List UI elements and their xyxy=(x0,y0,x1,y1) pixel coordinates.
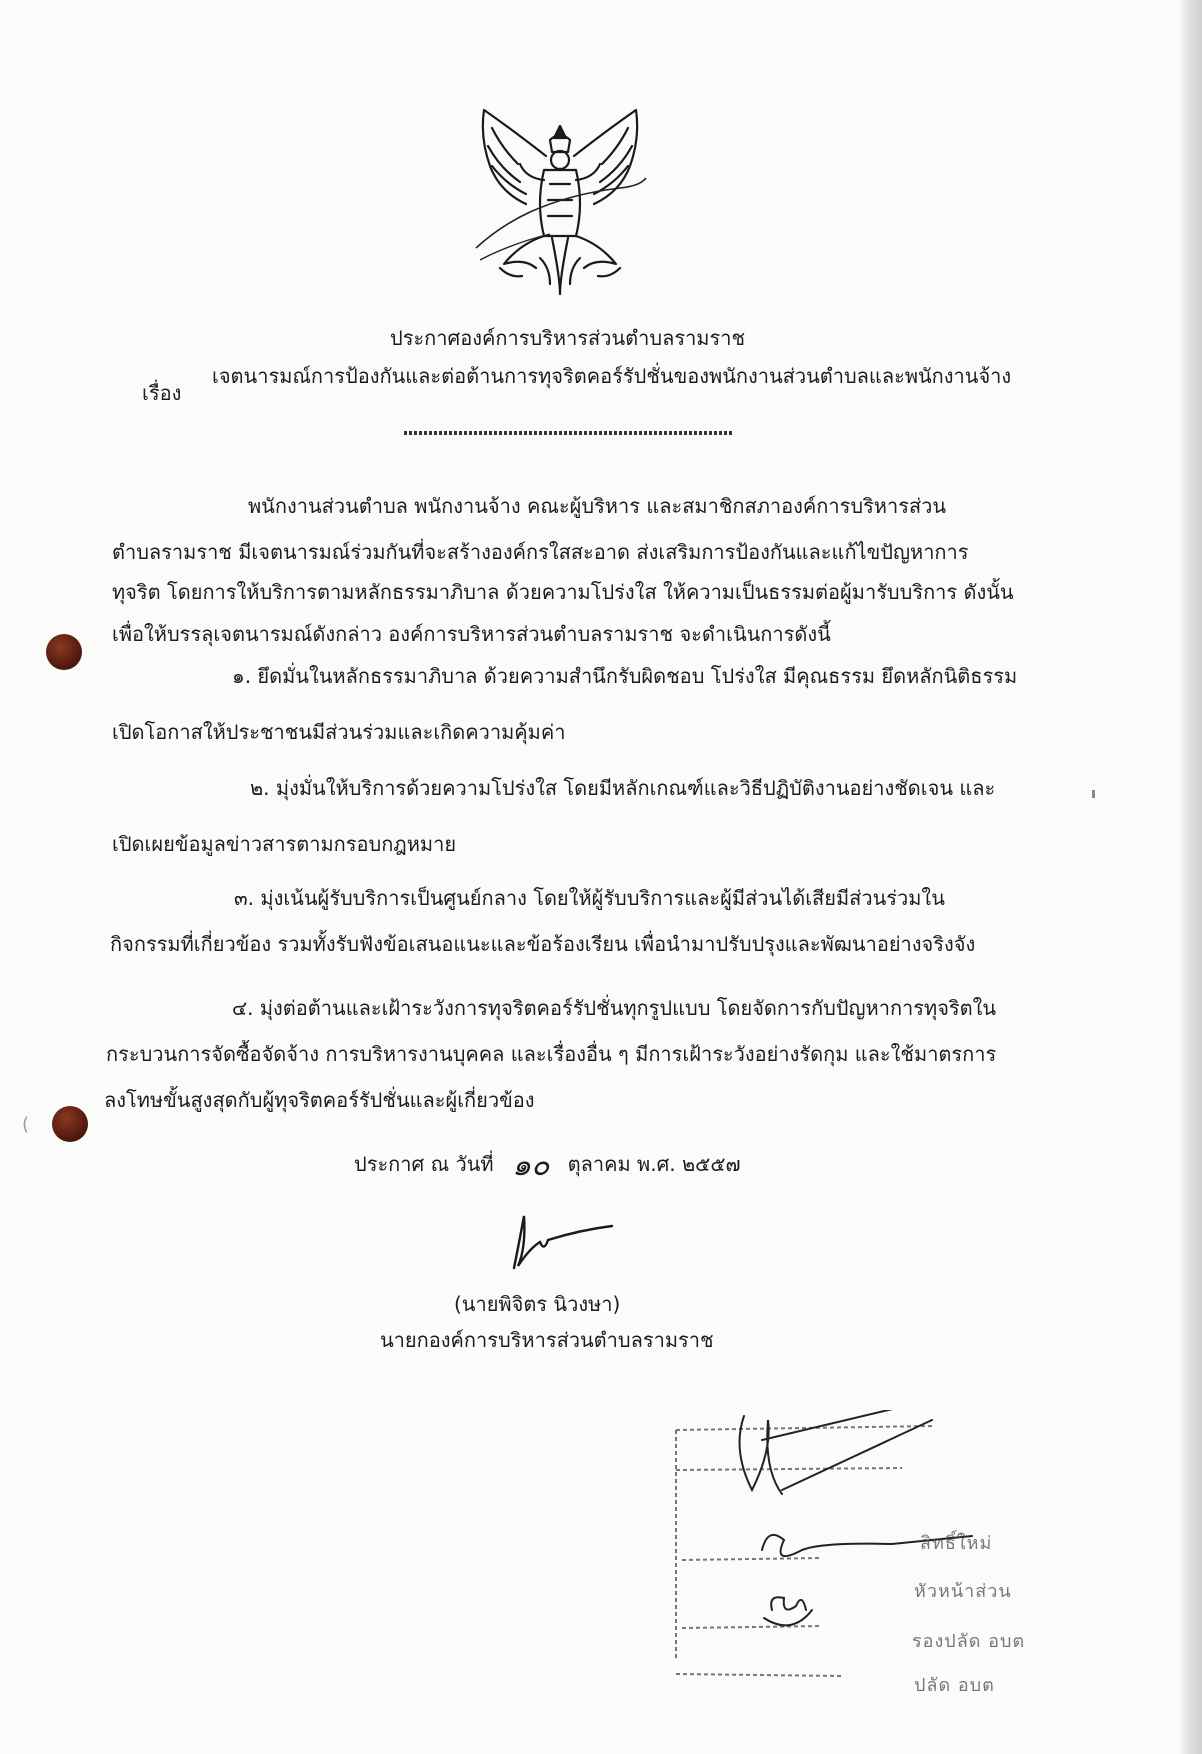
announcement-day: ๑๐ xyxy=(511,1148,550,1183)
item-2-line-1: ๒. มุ่งมั่นให้บริการด้วยความโปร่งใส โดยมีหลักเกณฑ์และวิธีปฏิบัติงานอย่างชัดเจน และ xyxy=(250,776,996,800)
scan-artifact xyxy=(1092,790,1095,798)
subject-label: เรื่อง xyxy=(142,381,182,405)
punch-hole-lower xyxy=(52,1106,88,1142)
announcement-month-year: ตุลาคม พ.ศ. ๒๕๕๗ xyxy=(567,1152,741,1176)
signer-name: (นายพิจิตร นิวงษา) xyxy=(454,1292,621,1316)
stamp-line-2: หัวหน้าส่วน xyxy=(914,1581,1012,1602)
stamp-line-1: สิทธิ์ใหม่ xyxy=(920,1533,993,1554)
document-title: ประกาศองค์การบริหารส่วนตำบลรามราช xyxy=(390,326,746,350)
divider-rule xyxy=(404,431,732,435)
subject-text: เจตนารมณ์การป้องกันและต่อต้านการทุจริตคอร์รัปชั่นของพนักงานส่วนตำบลและพนักงานจ้าง xyxy=(212,364,1012,388)
approval-stamp xyxy=(672,1410,1112,1690)
page-edge-shadow xyxy=(1180,0,1202,1754)
announcement-prefix: ประกาศ ณ วันที่ xyxy=(354,1152,494,1176)
intro-line-4: เพื่อให้บรรลุเจตนารมณ์ดังกล่าว องค์การบริหารส่วนตำบลรามราช จะดำเนินการดังนี้ xyxy=(112,622,831,646)
item-4-line-3: ลงโทษขั้นสูงสุดกับผู้ทุจริตคอร์รัปชั่นและผู้เกี่ยวข้อง xyxy=(104,1088,535,1112)
intro-line-3: ทุจริต โดยการให้บริการตามหลักธรรมาภิบาล ด้วยความโปร่งใส ให้ความเป็นธรรมต่อผู้มารับบริการ ดังนั้น xyxy=(112,580,1014,604)
item-2-line-2: เปิดเผยข้อมูลข่าวสารตามกรอบกฎหมาย xyxy=(112,832,457,856)
intro-line-1: พนักงานส่วนตำบล พนักงานจ้าง คณะผู้บริหาร และสมาชิกสภาองค์การบริหารส่วน xyxy=(248,494,947,518)
item-1-line-2: เปิดโอกาสให้ประชาชนมีส่วนร่วมและเกิดความคุ้มค่า xyxy=(112,720,566,744)
item-4-line-1: ๔. มุ่งต่อต้านและเฝ้าระวังการทุจริตคอร์รัปชั่นทุกรูปแบบ โดยจัดการกับปัญหาการทุจริตใน xyxy=(232,996,997,1020)
item-4-line-2: กระบวนการจัดซื้อจัดจ้าง การบริหารงานบุคคล และเรื่องอื่น ๆ มีการเฝ้าระวังอย่างรัดกุม และใช้มาตรการ xyxy=(106,1042,997,1066)
item-1-line-1: ๑. ยึดมั่นในหลักธรรมาภิบาล ด้วยความสำนึกรับผิดชอบ โปร่งใส มีคุณธรรม ยึดหลักนิติธรรม xyxy=(232,664,1018,688)
intro-line-2: ตำบลรามราช มีเจตนารมณ์ร่วมกันที่จะสร้างองค์กรใสสะอาด ส่งเสริมการป้องกันและแก้ไขปัญหาการ xyxy=(112,540,969,564)
garuda-emblem-icon xyxy=(470,108,650,298)
item-3-line-1: ๓. มุ่งเน้นผู้รับบริการเป็นศูนย์กลาง โดยให้ผู้รับบริการและผู้มีส่วนได้เสียมีส่วนร่วมใน xyxy=(234,886,945,910)
item-3-line-2: กิจกรรมที่เกี่ยวข้อง รวมทั้งรับฟังข้อเสนอแนะและข้อร้องเรียน เพื่อนำมาปรับปรุงและพัฒนาอย่างจริงจัง xyxy=(110,932,976,956)
signer-position: นายกองค์การบริหารส่วนตำบลรามราช xyxy=(380,1328,714,1352)
stamp-line-3: รองปลัด อบต xyxy=(912,1631,1026,1652)
announcement-date-line xyxy=(354,1148,741,1183)
punch-hole-upper xyxy=(46,634,82,670)
signature-mark xyxy=(500,1208,620,1278)
stamp-line-4: ปลัด อบต xyxy=(914,1675,995,1696)
scan-mark: ( xyxy=(22,1114,30,1135)
